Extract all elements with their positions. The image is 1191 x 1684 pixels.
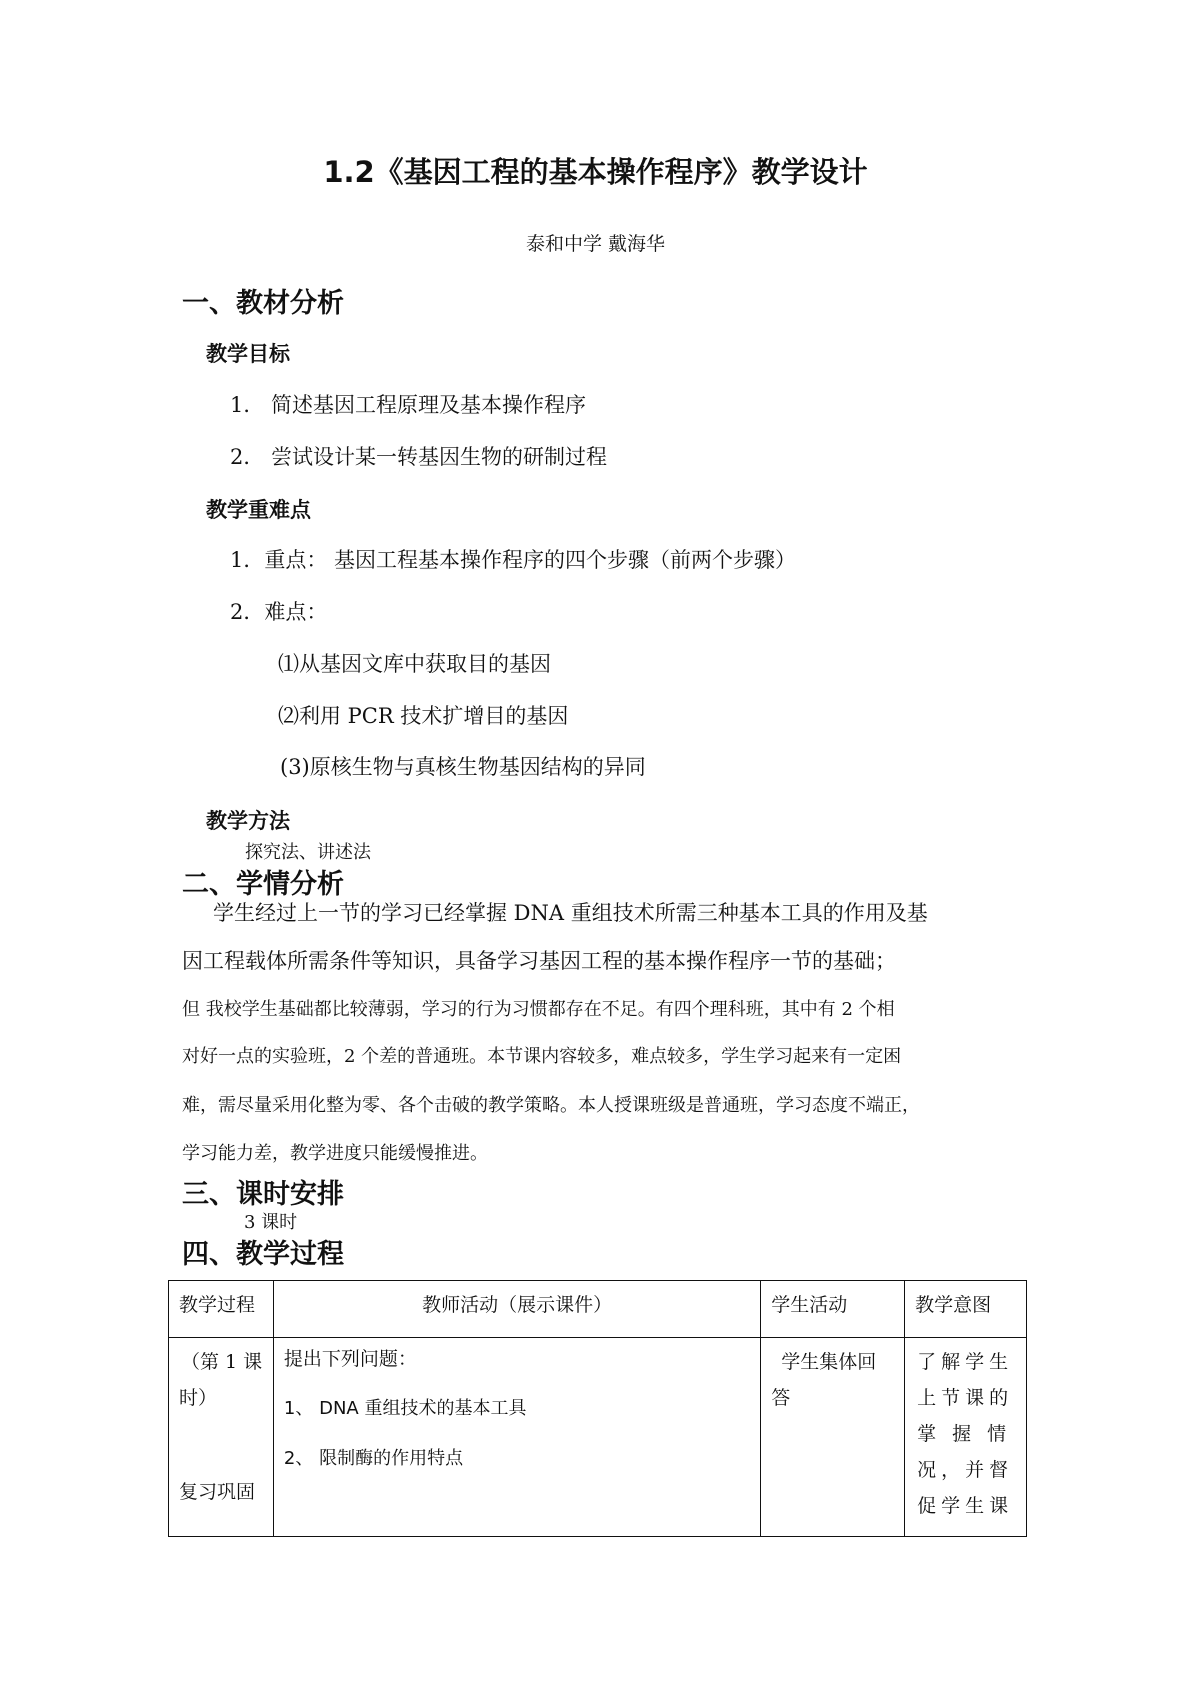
row1-student-a: 学生集体回	[781, 1351, 877, 1373]
header-student: 学生活动	[771, 1294, 848, 1316]
analysis-line-5: 难，需尽量采用化整为零、各个击破的教学策略。本人授课班级是普通班，学习态度不端正，	[182, 1095, 920, 1116]
header-intent: 教学意图	[915, 1294, 992, 1316]
analysis-line-2: 因工程载体所需条件等知识，具备学习基因工程的基本操作程序一节的基础；	[182, 949, 896, 973]
header-teacher: 教师活动（展示课件）	[422, 1294, 613, 1316]
row1-intent-4: 况，并督	[917, 1459, 1014, 1481]
table-row	[169, 1338, 1027, 1537]
section4-heading: 四、教学过程	[182, 1239, 344, 1270]
difficult-item-1: ⑴从基因文库中获取目的基因	[278, 652, 551, 676]
row1-process-a: （第 1 课	[181, 1351, 263, 1373]
method-heading: 教学方法	[206, 809, 290, 833]
doc-author: 泰和中学 戴海华	[525, 233, 666, 255]
row1-student-b: 答	[771, 1387, 791, 1409]
analysis-line-4: 对好一点的实验班，2 个差的普通班。本节课内容较多，难点较多，学生学习起来有一定困	[182, 1046, 902, 1067]
row1-intent-3: 掌 握 情	[917, 1423, 1012, 1445]
doc-title: 1.2《基因工程的基本操作程序》教学设计	[323, 155, 868, 189]
goals-heading: 教学目标	[206, 342, 290, 366]
goal-item-2: 2． 尝试设计某一转基因生物的研制过程	[230, 445, 608, 469]
method-text: 探究法、讲述法	[245, 842, 371, 863]
difficult-label: 2．难点：	[230, 600, 328, 624]
section3-heading: 三、课时安排	[182, 1179, 344, 1210]
class-hours: 3 课时	[244, 1212, 298, 1233]
row1-intent-2: 上节课的	[917, 1387, 1014, 1409]
section1-heading: 一、教材分析	[182, 288, 344, 319]
row1-intent-5: 促学生课	[917, 1495, 1014, 1517]
difficult-item-2: ⑵利用 PCR 技术扩增目的基因	[278, 704, 569, 728]
header-process: 教学过程	[179, 1294, 256, 1316]
table-header-row	[169, 1281, 1027, 1338]
section2-heading: 二、学情分析	[182, 869, 344, 900]
row1-teacher-2: 1、 DNA 重组技术的基本工具	[283, 1398, 527, 1419]
row1-process-c: 复习巩固	[179, 1481, 256, 1503]
row1-intent-1: 了解学生	[917, 1351, 1014, 1373]
row1-teacher-1: 提出下列问题：	[283, 1348, 417, 1370]
key-heading: 教学重难点	[206, 498, 311, 522]
key-point: 1．重点： 基因工程基本操作程序的四个步骤（前两个步骤）	[230, 548, 797, 572]
analysis-line-1: 学生经过上一节的学习已经掌握 DNA 重组技术所需三种基本工具的作用及基	[213, 901, 928, 925]
process-table	[168, 1280, 1027, 1537]
difficult-item-3: (3)原核生物与真核生物基因结构的异同	[280, 755, 646, 779]
goal-item-1: 1． 简述基因工程原理及基本操作程序	[230, 393, 587, 417]
row1-process-b: 时）	[179, 1387, 218, 1409]
row1-teacher-3: 2、 限制酶的作用特点	[283, 1448, 464, 1469]
analysis-line-6: 学习能力差，教学进度只能缓慢推进。	[182, 1143, 488, 1164]
analysis-line-3: 但 我校学生基础都比较薄弱，学习的行为习惯都存在不足。有四个理科班，其中有 2 个相	[182, 999, 895, 1020]
